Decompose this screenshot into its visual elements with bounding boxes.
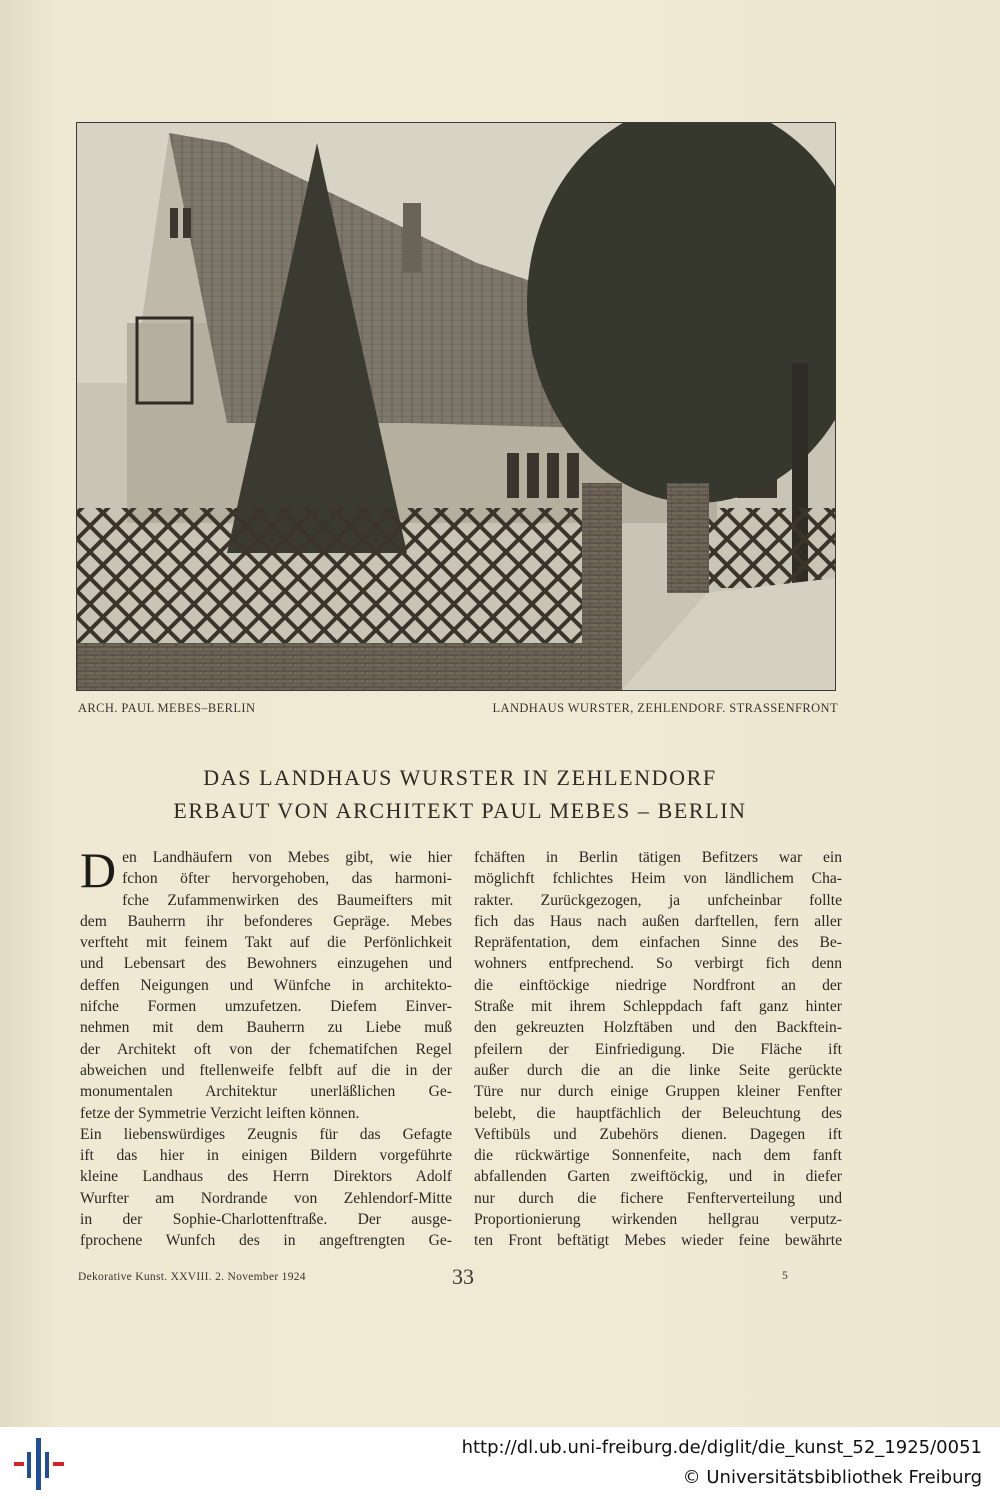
text-line: deffen Neigungen und Wünfche in architekto- xyxy=(80,976,452,994)
text-line: außer durch die an die linke Seite gerückte xyxy=(474,1061,842,1079)
text-column-left xyxy=(80,842,452,1252)
text-line: nehmen mit dem Bauherrn zu Liebe muß xyxy=(80,1019,452,1037)
text-line: die rückwärtige Sonnenfeite, nach dem fanft xyxy=(474,1147,842,1165)
text-line: der Architekt oft von der fchematifchen Regel xyxy=(80,1040,452,1058)
article-subtitle: ERBAUT VON ARCHITEKT PAUL MEBES – BERLIN xyxy=(173,798,747,823)
text-line: den gekreuzten Holzftäben und den Backftein- xyxy=(474,1019,842,1037)
text-line: Straße mit ihrem Schleppdach faft ganz hinter xyxy=(474,998,842,1016)
text-line: Ein liebenswürdiges Zeugnis für das Gefagte xyxy=(80,1125,452,1143)
text-line: ten Front beftätigt Mebes wieder feine bewährte xyxy=(474,1232,842,1250)
text-line: abweichen und ftellenweife felbft auf die in der xyxy=(80,1061,452,1079)
text-line: in der Sophie-Charlottenftraße. Der ausge- xyxy=(80,1211,452,1229)
text-line: fprochene Wunfch des in angeftrengten Ge- xyxy=(80,1232,452,1250)
text-line: monumentalen Architektur unerläßlichen Ge- xyxy=(80,1083,452,1101)
page-number: 33 xyxy=(452,1264,474,1289)
text-line: Türe nur durch einige Gruppen kleiner Fenfter xyxy=(474,1083,842,1101)
library-info-bar xyxy=(0,1427,1000,1499)
text-line: Veftibüls und Zubehörs dienen. Dagegen ift xyxy=(474,1125,842,1143)
text-line: rakter. Zurückgezogen, ja unfcheinbar follte xyxy=(474,891,842,909)
text-line: fich das Haus nach außen darftellen, fern aller xyxy=(474,912,842,930)
text-line: verfteht mit feinem Takt auf die Perfönlichkeit xyxy=(80,934,452,952)
copyright-notice: © Universitätsbibliothek Freiburg xyxy=(682,1467,982,1488)
article-title: DAS LANDHAUS WURSTER IN ZEHLENDORF xyxy=(203,765,717,790)
text-line: möglichft fchlichtes Heim von ländlichem Cha- xyxy=(474,870,842,888)
text-line: abfallenden Garten zweiftöckig, und in diefer xyxy=(474,1168,842,1186)
text-line: und Lebensart des Bewohners einzugehen und xyxy=(80,955,452,973)
text-line: Wurfter am Nordrande von Zehlendorf-Mitte xyxy=(80,1189,452,1207)
drop-cap: D xyxy=(80,842,117,898)
journal-footer: Dekorative Kunst. XXVIII. 2. November 1924 xyxy=(78,1271,306,1283)
library-logo-icon xyxy=(14,1438,64,1490)
text-line: ift das hier in einigen Bildern vorgeführte xyxy=(80,1147,452,1165)
signature-mark: 5 xyxy=(782,1270,788,1282)
text-line: en Landhäufern von Mebes gibt, wie hier xyxy=(122,849,452,866)
document-url-link[interactable]: http://dl.ub.uni-freiburg.de/diglit/die_kunst_52_1925/0051 xyxy=(461,1437,982,1458)
photo-caption-title: LANDHAUS WURSTER, ZEHLENDORF. STRASSENFRONT xyxy=(492,701,838,715)
text-line: Repräfentation, dem einfachen Sinne des Be- xyxy=(474,934,842,952)
text-line: nur durch die fichere Fenfterverteilung und xyxy=(474,1189,842,1207)
text-line: nifche Formen umzufetzen. Diefem Einver- xyxy=(80,998,452,1016)
text-line: pfeilern der Einfriedigung. Die Fläche ift xyxy=(474,1040,842,1058)
text-line: kleine Landhaus des Herrn Direktors Adolf xyxy=(80,1168,452,1186)
text-line: die einftöckige niedrige Nordfront an der xyxy=(474,976,842,994)
text-line: fchäften in Berlin tätigen Befitzers war ein xyxy=(474,849,842,866)
text-line: fche Zufammenwirken des Baumeifters mit xyxy=(122,891,452,909)
photo-caption-architect: ARCH. PAUL MEBES–BERLIN xyxy=(78,701,256,715)
text-column-right xyxy=(474,847,842,1252)
text-line: wohners entfprechend. So verbirgt fich denn xyxy=(474,955,842,973)
text-line: belebt, die hauptfächlich der Beleuchtung des xyxy=(474,1104,842,1122)
text-line: fchon öfter hervorgehoben, das harmoni- xyxy=(122,870,452,888)
text-line: Proportionierung wirkenden hellgrau verputz- xyxy=(474,1211,842,1229)
house-photograph xyxy=(76,122,836,691)
text-line: dem Bauherrn ihr befonderes Gepräge. Mebes xyxy=(80,912,452,930)
text-line: fetze der Symmetrie Verzicht leiften können. xyxy=(80,1104,360,1122)
